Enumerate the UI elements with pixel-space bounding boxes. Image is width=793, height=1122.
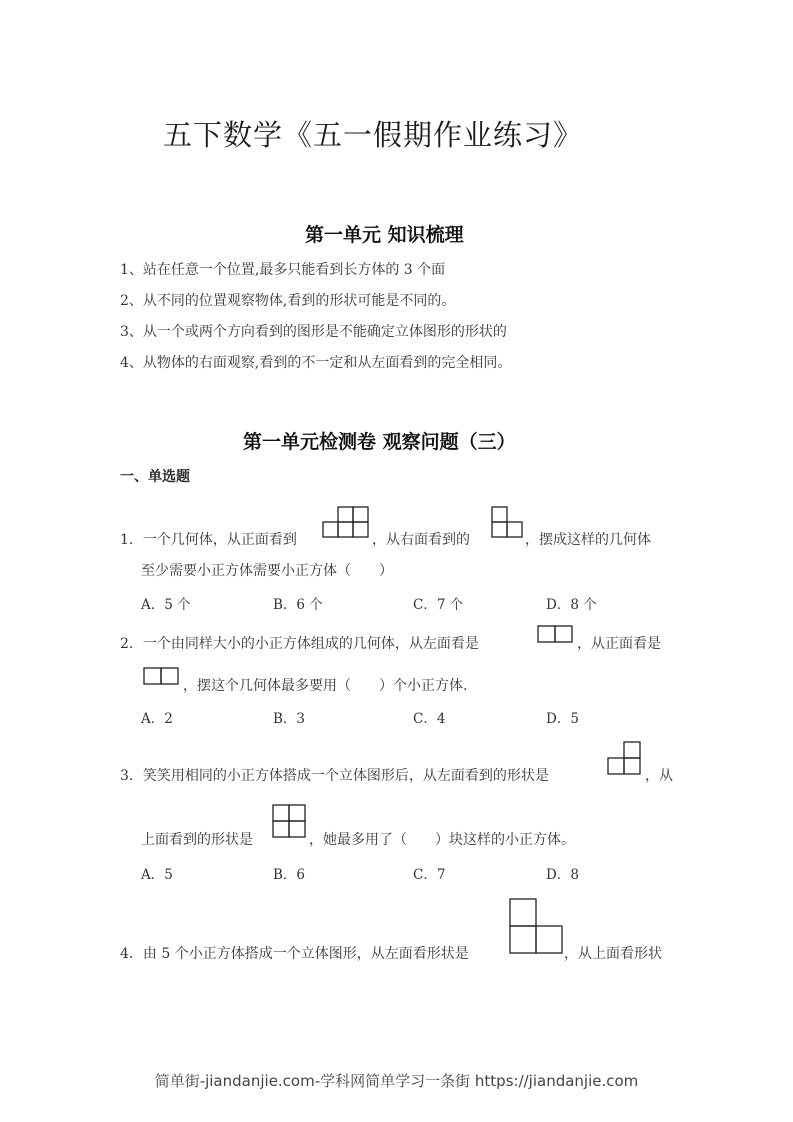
question-2-text: 2．一个由同样大小的小正方体组成的几何体，从左面看是	[120, 636, 479, 652]
question-3-text: 上面看到的形状是	[141, 832, 253, 848]
question-3-text: 3．笑笑用相同的小正方体搭成一个立体图形后，从左面看到的形状是	[120, 768, 549, 784]
section-heading-knowledge: 第一单元 知识梳理	[305, 224, 464, 246]
option-a[interactable]: A．5 个	[141, 597, 191, 613]
option-b[interactable]: B．6 个	[273, 597, 323, 613]
option-b[interactable]: B．6	[273, 867, 306, 883]
question-3-text: ，她最多用了（ ）块这样的小正方体。	[309, 832, 575, 848]
question-2-text: ，从正面看是	[577, 636, 661, 652]
subheading-single-choice: 一、单选题	[120, 469, 190, 485]
option-b[interactable]: B．3	[273, 711, 306, 727]
right-view-figure	[491, 506, 524, 538]
knowledge-point: 1、站在任意一个位置,最多只能看到长方体的 3 个面	[120, 262, 446, 278]
option-d[interactable]: D．8	[546, 867, 579, 883]
front-view-figure	[143, 666, 180, 686]
front-view-figure	[322, 506, 370, 538]
option-a[interactable]: A．2	[141, 711, 173, 727]
question-1-text: 1．一个几何体，从正面看到	[120, 532, 297, 548]
question-1-text: ，摆成这样的几何体	[525, 532, 651, 548]
left-view-figure	[607, 741, 642, 776]
question-4-text: 4．由 5 个小正方体搭成一个立体图形，从左面看形状是	[120, 946, 469, 962]
knowledge-point: 4、从物体的右面观察,看到的不一定和从左面看到的完全相同。	[120, 355, 512, 371]
question-1-text: ，从右面看到的	[372, 532, 470, 548]
page-title: 五下数学《五一假期作业练习》	[163, 118, 584, 152]
question-1-text: 至少需要小正方体需要小正方体（ ）	[141, 563, 393, 579]
option-c[interactable]: C．7 个	[413, 597, 464, 613]
knowledge-point: 3、从一个或两个方向看到的图形是不能确定立体图形的形状的	[120, 324, 507, 340]
knowledge-point: 2、从不同的位置观察物体,看到的形状可能是不同的。	[120, 293, 456, 309]
footer: 简单街-jiandanjie.com-学科网简单学习一条街 https://jiandanjie.com	[154, 1072, 639, 1090]
top-view-figure	[272, 804, 307, 839]
option-d[interactable]: D．8 个	[546, 597, 597, 613]
question-3-text: ，从	[645, 768, 673, 784]
left-view-figure	[509, 898, 564, 956]
option-a[interactable]: A．5	[141, 867, 173, 883]
question-4-text: ，从上面看形状	[564, 946, 662, 962]
question-2-text: ，摆这个几何体最多要用（ ）个小正方体.	[183, 678, 468, 694]
option-d[interactable]: D．5	[546, 711, 579, 727]
section-heading-test: 第一单元检测卷 观察问题（三）	[243, 431, 516, 453]
option-c[interactable]: C．7	[413, 867, 446, 883]
option-c[interactable]: C．4	[413, 711, 446, 727]
left-view-figure	[537, 624, 574, 644]
